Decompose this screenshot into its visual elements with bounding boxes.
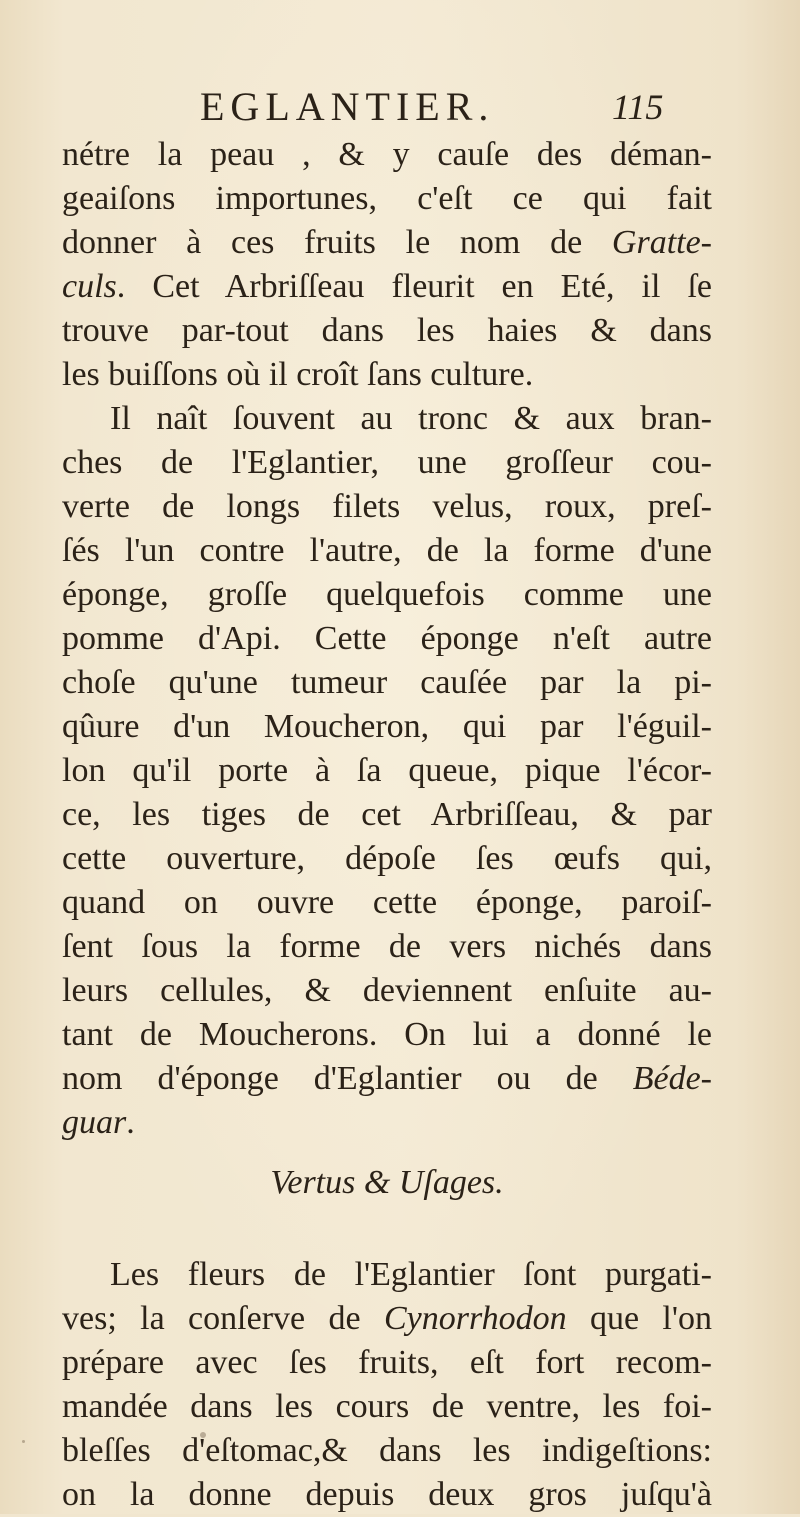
text-line: ſent ſous la forme de vers nichés dans <box>62 928 712 965</box>
text-line: prépare avec ſes fruits, eſt fort recom- <box>62 1344 712 1381</box>
text-line: nom d'éponge d'Eglantier ou de Béde- <box>62 1060 712 1097</box>
text-line: nétre la peau , & y cauſe des déman- <box>62 136 712 173</box>
text-line: ce, les tiges de cet Arbriſſeau, & par <box>62 796 712 833</box>
italic-term: Gratte- <box>611 224 712 261</box>
text-line: ves; la conſerve de Cynorrhodon que l'on <box>62 1300 712 1337</box>
text-line: Les fleurs de l'Eglantier ſont purgati- <box>110 1256 712 1293</box>
italic-term: Cynorrhodon <box>383 1300 567 1337</box>
text-line: guar. <box>62 1104 135 1141</box>
page-header <box>200 82 730 132</box>
text-line: mandée dans les cours de ventre, les foi- <box>62 1388 712 1425</box>
text-line: pomme d'Api. Cette éponge n'eſt autre <box>62 620 712 657</box>
italic-term: guar <box>62 1104 127 1141</box>
text-line: choſe qu'une tumeur cauſée par la pi- <box>62 664 712 701</box>
italic-term: Béde- <box>632 1060 712 1097</box>
paper-speck <box>200 1432 206 1438</box>
text-line: cette ouverture, dépoſe ſes œufs qui, <box>62 840 712 877</box>
text-line: ſés l'un contre l'autre, de la forme d'une <box>62 532 712 569</box>
text-line: bleſſes d'eſtomac,& dans les indigeſtions: <box>62 1432 712 1469</box>
text-line: geaiſons importunes, c'eſt ce qui fait <box>62 180 712 217</box>
text-line: qûure d'un Moucheron, qui par l'éguil- <box>62 708 712 745</box>
text-line: lon qu'il porte à ſa queue, pique l'écor- <box>62 752 712 789</box>
text-line: trouve par-tout dans les haies & dans <box>62 312 712 349</box>
text-line: tant de Moucherons. On lui a donné le <box>62 1016 712 1053</box>
spacer <box>62 1213 712 1253</box>
text-line: Il naît ſouvent au tronc & aux bran- <box>110 400 712 437</box>
paper-speck <box>22 1440 25 1443</box>
text-line: éponge, groſſe quelquefois comme une <box>62 576 712 613</box>
text-line: on la donne depuis deux gros juſqu'à <box>62 1476 712 1513</box>
italic-term: culs <box>62 268 117 305</box>
text-line: leurs cellules, & deviennent enſuite au- <box>62 972 712 1009</box>
text-line: ches de l'Eglantier, une groſſeur cou- <box>62 444 712 481</box>
page-number: 115 <box>612 87 664 127</box>
text-line: donner à ces fruits le nom de Gratte- <box>62 224 712 261</box>
text-line: les buiſſons où il croît ſans culture. <box>62 356 534 393</box>
body-text <box>62 133 712 1517</box>
section-heading: Vertus & Uſages. <box>270 1164 504 1201</box>
text-line: quand on ouvre cette éponge, paroiſ- <box>62 884 712 921</box>
text-line: verte de longs filets velus, roux, preſ- <box>62 488 712 525</box>
running-title: EGLANTIER. <box>200 84 495 129</box>
text-line: culs. Cet Arbriſſeau fleurit en Eté, il ſe <box>62 268 712 305</box>
